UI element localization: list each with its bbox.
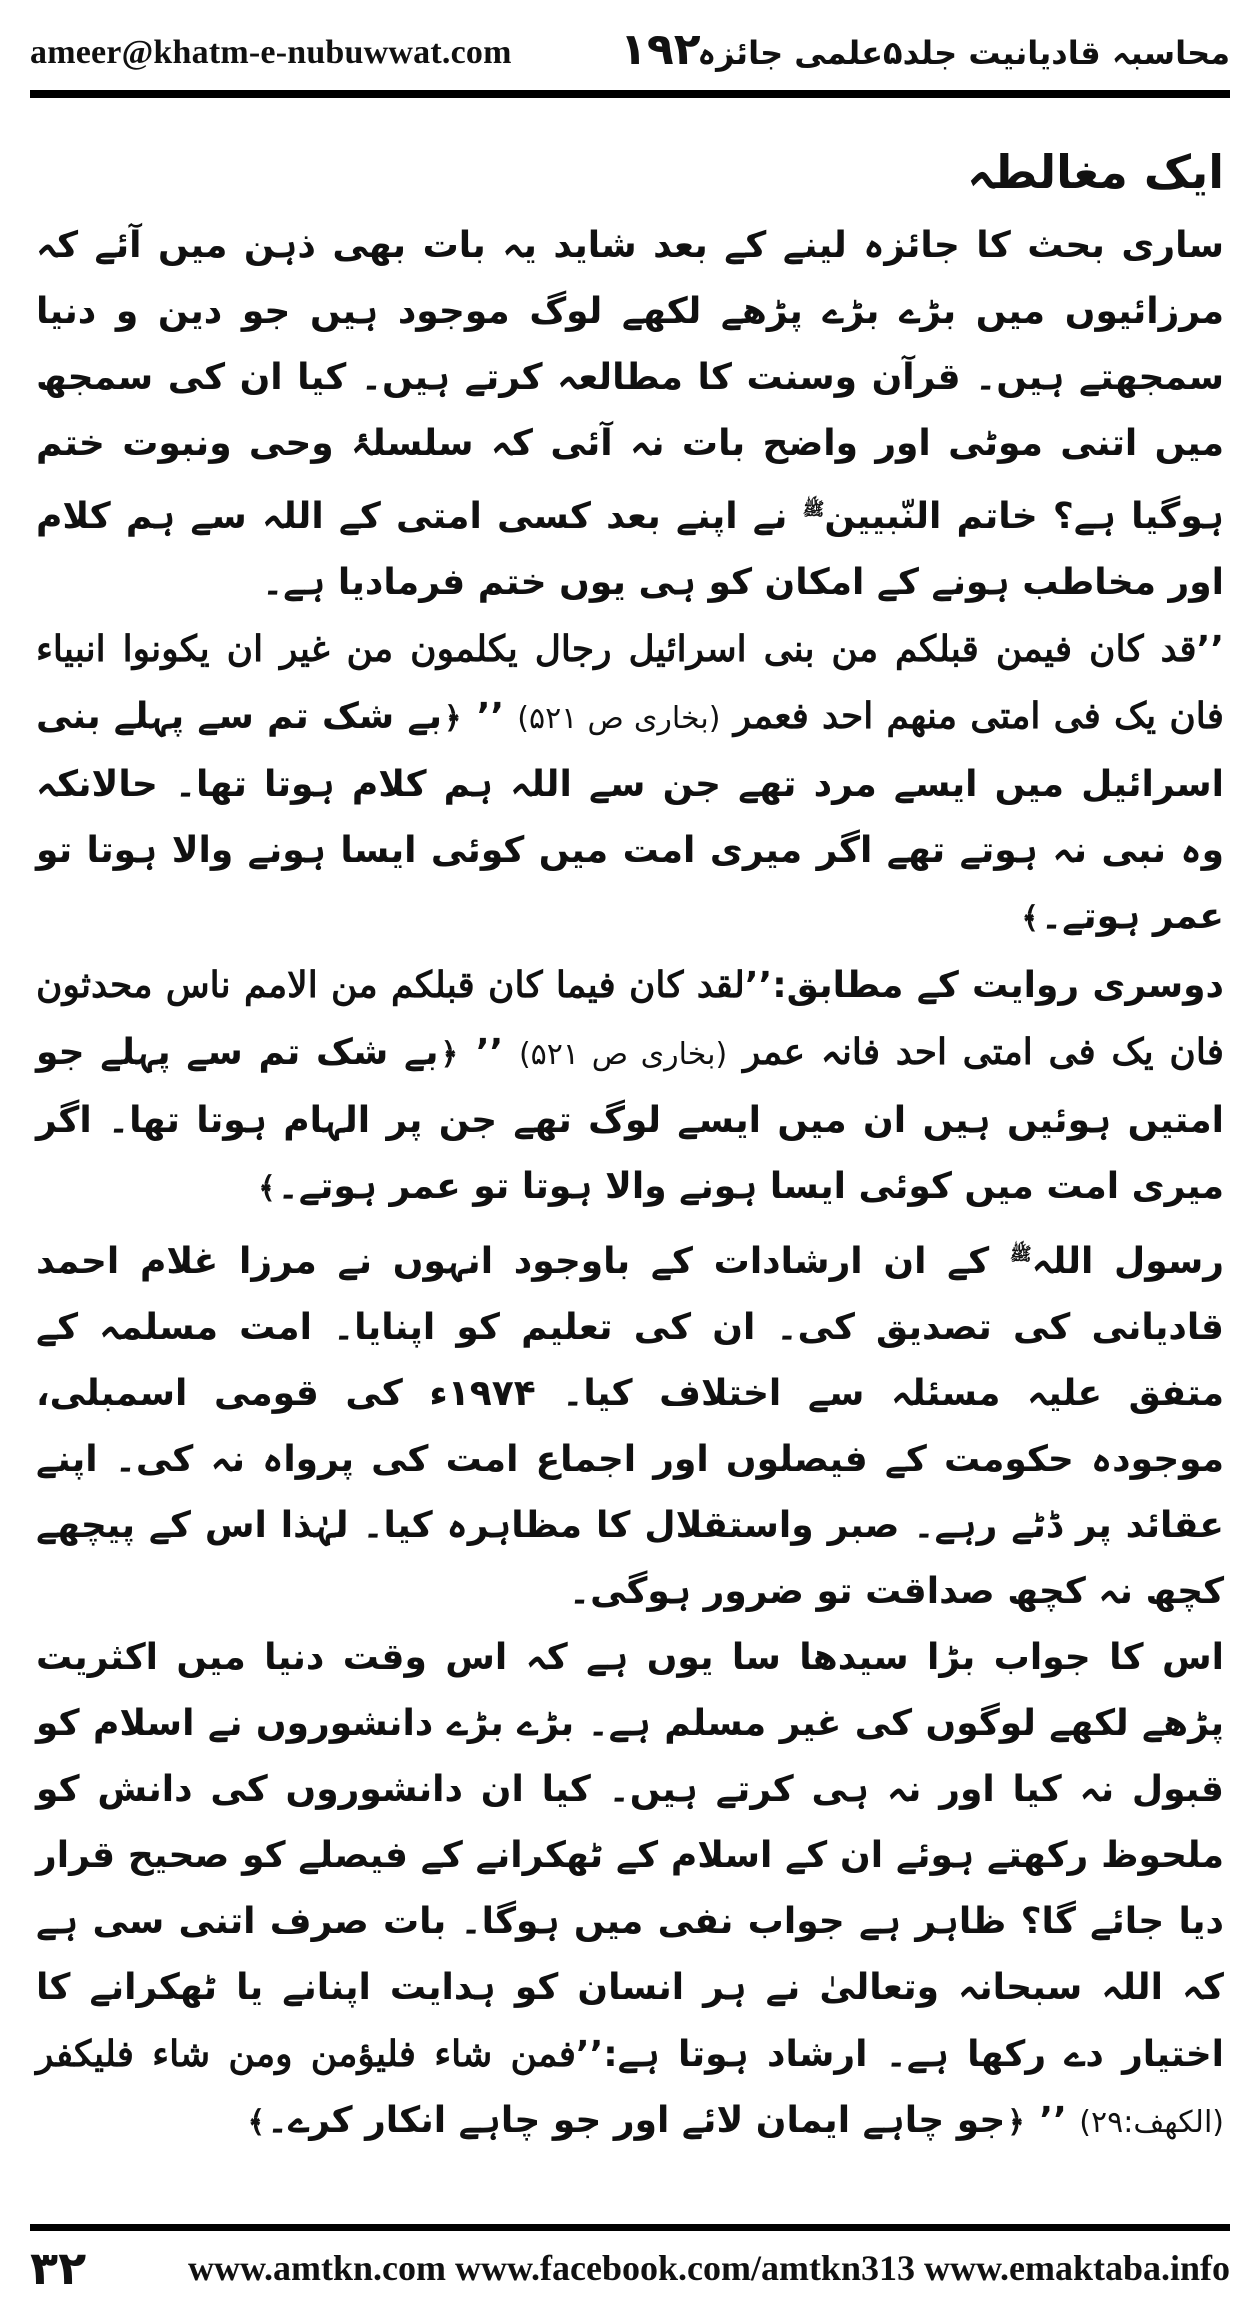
hadith-2-translation: بے شک تم سے پہلے جو امتیں ہوئیں ہیں ان میں ایسے لوگ تھے جن پر الہام ہوتا تھا۔ اگر میری امت میں کوئی ایسا ہونے والا ہوتا تو عمر ہوتے۔	[36, 1032, 1224, 1207]
hadith-1-arabic: قد کان فیمن قبلکم من بنی اسرائیل رجال یکلمون من غیر ان یکونوا انبیاء فان یک فی امتی منھم احد فعمر	[36, 628, 1224, 737]
quote-close-mark: ’’	[476, 696, 505, 737]
quran-verse-arabic: فمن شاء فلیؤمن ومن شاء فلیکفر	[36, 2033, 576, 2075]
ornament-open-icon: ﴿	[440, 1037, 459, 1072]
header-email: ameer@khatm-e-nubuwwat.com	[30, 34, 512, 71]
ornament-close-icon: ﴾	[247, 2105, 266, 2140]
quote-open-mark: ’’	[575, 2034, 604, 2075]
paragraph-1-end: نے اپنے بعد کسی امتی کے اللہ سے ہم کلام اور مخاطب ہونے کے امکان کو ہی یوں ختم فرمادیا ہے۔	[36, 496, 1224, 603]
salawat-glyph: ﷺ	[802, 499, 825, 520]
ornament-close-icon: ﴾	[258, 1171, 276, 1206]
quran-verse-translation: جو چاہے ایمان لائے اور جو چاہے انکار کرے۔	[267, 2100, 1006, 2141]
paragraph-4	[36, 1625, 1224, 2156]
paragraph-3-start: رسول اللہ	[1031, 1241, 1224, 1282]
footer-page-number: ۳۲	[30, 2241, 87, 2295]
paragraph-1	[36, 213, 1224, 616]
ornament-close-icon: ﴾	[1021, 901, 1039, 936]
hadith-2-intro: دوسری روایت کے مطابق:	[772, 965, 1224, 1006]
page-footer	[30, 2238, 1230, 2298]
hadith-2-arabic: لقد کان فیما کان قبلکم من الامم ناس محدثون فان یک فی امتی احد فانہ عمر	[36, 964, 1224, 1073]
ornament-open-icon: ﴿	[443, 701, 462, 736]
header-divider	[30, 90, 1230, 98]
footer-links: www.amtkn.com www.facebook.com/amtkn313 www.emaktaba.info	[188, 2248, 1230, 2288]
hadith-1	[36, 616, 1224, 952]
header-page-number: ۱۹۲	[620, 24, 701, 75]
paragraph-4-text: اس کا جواب بڑا سیدھا سا یوں ہے کہ اس وقت دنیا میں اکثریت پڑھے لکھے لوگوں کی غیر مسلم ہے۔ بڑے بڑے دانشوروں نے اسلام کو قبول نہ کیا اور نہ ہی کرتے ہیں۔ کیا ان دانشوروں کی دانش کو ملحوظ رکھتے ہوئے ان کے اسلام کے ٹھکرانے کے فیصلے کو صحیح قرار دیا جائے گا؟ ظاہر ہے جواب نفی میں ہوگا۔ بات صرف اتنی سی ہے کہ اللہ سبحانہ وتعالیٰ نے ہر انسان کو ہدایت اپنانے یا ٹھکرانے کا اختیار دے رکھا ہے۔ ارشاد ہوتا ہے:	[36, 1637, 1224, 2075]
ornament-open-icon: ﴿	[1007, 2105, 1025, 2140]
hadith-2-reference: (بخاری ص ۵۲۱)	[518, 1037, 728, 1072]
quran-verse-reference: (الکھف:۲۹)	[1079, 2105, 1224, 2140]
article-body	[36, 135, 1224, 2156]
quote-open-mark: ’’	[744, 965, 773, 1006]
salawat-glyph: ﷺ	[1009, 1244, 1032, 1265]
quote-close-mark: ’’	[1039, 2100, 1067, 2141]
footer-divider	[30, 2224, 1230, 2231]
page-header	[30, 20, 1230, 86]
quote-close-mark: ’’	[475, 1032, 504, 1073]
header-book-title: محاسبہ قادیانیت جلد۵علمی جائزہ	[697, 34, 1230, 72]
paragraph-3-text: کے ان ارشادات کے باوجود انہوں نے مرزا غلام احمد قادیانی کی تصدیق کی۔ ان کی تعلیم کو اپنایا۔ امت مسلمہ کے متفق علیہ مسئلہ سے اختلاف کیا۔ ۱۹۷۴ء کی قومی اسمبلی، موجودہ حکومت کے فیصلوں اور اجماع امت کی پرواہ نہ کی۔ اپنے عقائد پر ڈٹے رہے۔ صبر واستقلال کا مظاہرہ کیا۔ لہٰذا اس کے پیچھے کچھ نہ کچھ صداقت تو ضرور ہوگی۔	[36, 1241, 1224, 1612]
hadith-1-translation: بے شک تم سے پہلے بنی اسرائیل میں ایسے مرد تھے جن سے اللہ ہم کلام ہوتا تھا۔ حالانکہ وہ نبی نہ ہوتے تھے اگر میری امت میں کوئی ایسا ہونے والا ہوتا تو عمر ہوتے۔	[36, 696, 1224, 937]
hadith-1-reference: (بخاری ص ۵۲۱)	[517, 701, 721, 736]
article-heading: ایک مغالطہ	[967, 145, 1224, 199]
paragraph-3	[36, 1222, 1224, 1625]
hadith-2	[36, 952, 1224, 1222]
quote-open-mark: ’’	[1196, 629, 1224, 670]
paragraph-1-text: ساری بحث کا جائزہ لینے کے بعد شاید یہ بات بھی ذہن میں آئے کہ مرزائیوں میں بڑے بڑے پڑھے لکھے لوگ موجود ہیں جو دین و دنیا سمجھتے ہیں۔ قرآن وسنت کا مطالعہ کرتے ہیں۔ کیا ان کی سمجھ میں اتنی موٹی اور واضح بات نہ آئی کہ سلسلۂ وحی ونبوت ختم ہوگیا ہے؟ خاتم النّبیین	[36, 225, 1224, 537]
